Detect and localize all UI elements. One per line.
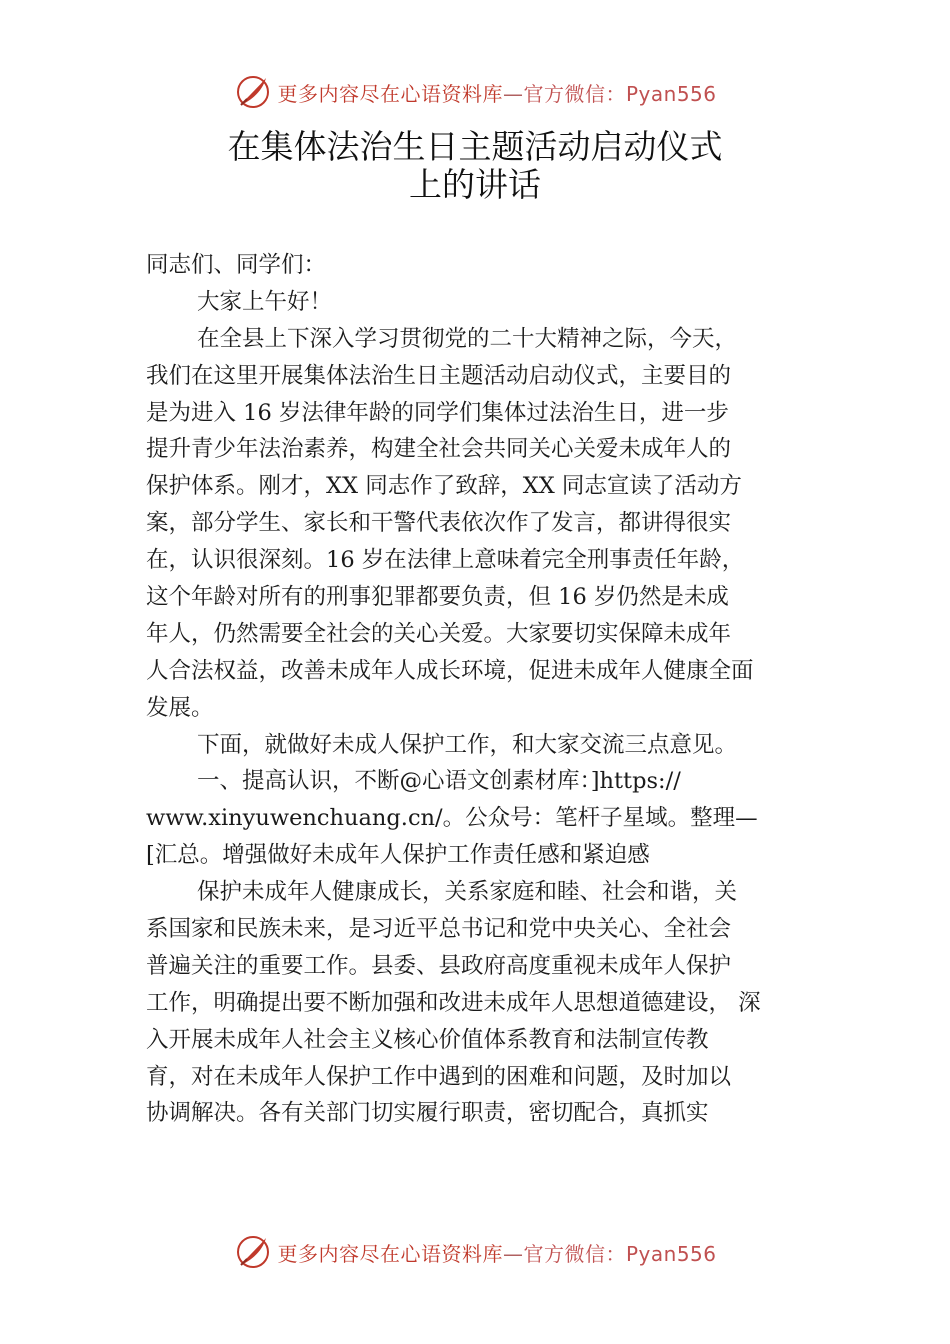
watermark-wechat-label: 官方微信： [523, 1241, 626, 1266]
text-line: 大家上午好！ [197, 288, 333, 315]
text-line: 提升青少年法治素养，构建全社会共同关心关爱未成年人的 [146, 436, 732, 463]
text-line: 同志们、同学们： [146, 252, 327, 278]
text-line: 在全县上下深入学习贯彻党的二十大精神之际，今天， [197, 325, 738, 352]
text-line: 保护体系。刚才，XX 同志作了致辞，XX 同志宣读了活动方 [146, 473, 742, 500]
text-line: 在，认识很深刻。16 岁在法律上意味着完全刑事责任年龄， [146, 547, 745, 574]
text-line: 人合法权益，改善未成年人成长环境，促进未成年人健康全面 [146, 657, 754, 684]
text-line: 保护未成年人健康成长，关系家庭和睦、社会和谐，关 [197, 879, 738, 906]
title-line-2: 上的讲话 [409, 165, 541, 204]
title-line-1: 在集体法治生日主题活动启动仪式 [227, 127, 723, 166]
document-title [0, 128, 950, 204]
watermark-dash: — [502, 1241, 524, 1266]
text-line: 年人，仍然需要全社会的关心关爱。大家要切实保障未成年 [146, 620, 732, 647]
text-line: 我们在这里开展集体法治生日主题活动启动仪式，主要目的 [146, 362, 732, 389]
text-line: www.xinyuwenchuang.cn/。公众号：笔杆子星域。整理— [146, 805, 758, 832]
watermark-banner-top [0, 70, 950, 114]
text-line: 育，对在未成年人保护工作中遇到的困难和问题，及时加以 [146, 1063, 732, 1090]
text-line: 是为进入 16 岁法律年龄的同学们集体过法治生日，进一步 [146, 399, 729, 426]
text-line: 下面，就做好未成人保护工作，和大家交流三点意见。 [197, 731, 738, 758]
watermark-prefix: 更多内容尽在心语资料库 [277, 1241, 503, 1266]
text-line: 系国家和民族未来，是习近平总书记和党中央关心、全社会 [146, 916, 732, 943]
quill-logo-icon [233, 72, 273, 112]
text-line: 发展。 [146, 694, 214, 721]
text-line: [汇总。增强做好未成年人保护工作责任感和紧迫感 [146, 842, 650, 869]
watermark-prefix: 更多内容尽在心语资料库 [277, 81, 503, 106]
text-line: 这个年龄对所有的刑事犯罪都要负责，但 16 岁仍然是未成 [146, 584, 729, 611]
text-line: 入开展未成年人社会主义核心价值体系教育和法制宣传教 [146, 1026, 709, 1053]
watermark-text [277, 1238, 716, 1267]
watermark-banner-bottom [0, 1230, 950, 1274]
text-line: 案，部分学生、家长和干警代表依次作了发言，都讲得很实 [146, 510, 732, 537]
text-line: 工作，明确提出要不断加强和改进未成年人思想道德建设， 深 [146, 989, 761, 1016]
watermark-wechat-label: 官方微信： [523, 81, 626, 106]
text-line: 协调解决。各有关部门切实履行职责，密切配合，真抓实 [146, 1100, 709, 1127]
watermark-text [277, 78, 716, 107]
document-body [146, 247, 826, 1132]
quill-logo-icon [233, 1232, 273, 1272]
watermark-dash: — [502, 81, 524, 106]
text-line: 普遍关注的重要工作。县委、县政府高度重视未成年人保护 [146, 952, 732, 979]
watermark-wechat-id: Pyan556 [625, 1241, 717, 1266]
watermark-wechat-id: Pyan556 [625, 81, 717, 106]
text-line: 一、提高认识，不断@心语文创素材库：]https:// [197, 768, 681, 795]
